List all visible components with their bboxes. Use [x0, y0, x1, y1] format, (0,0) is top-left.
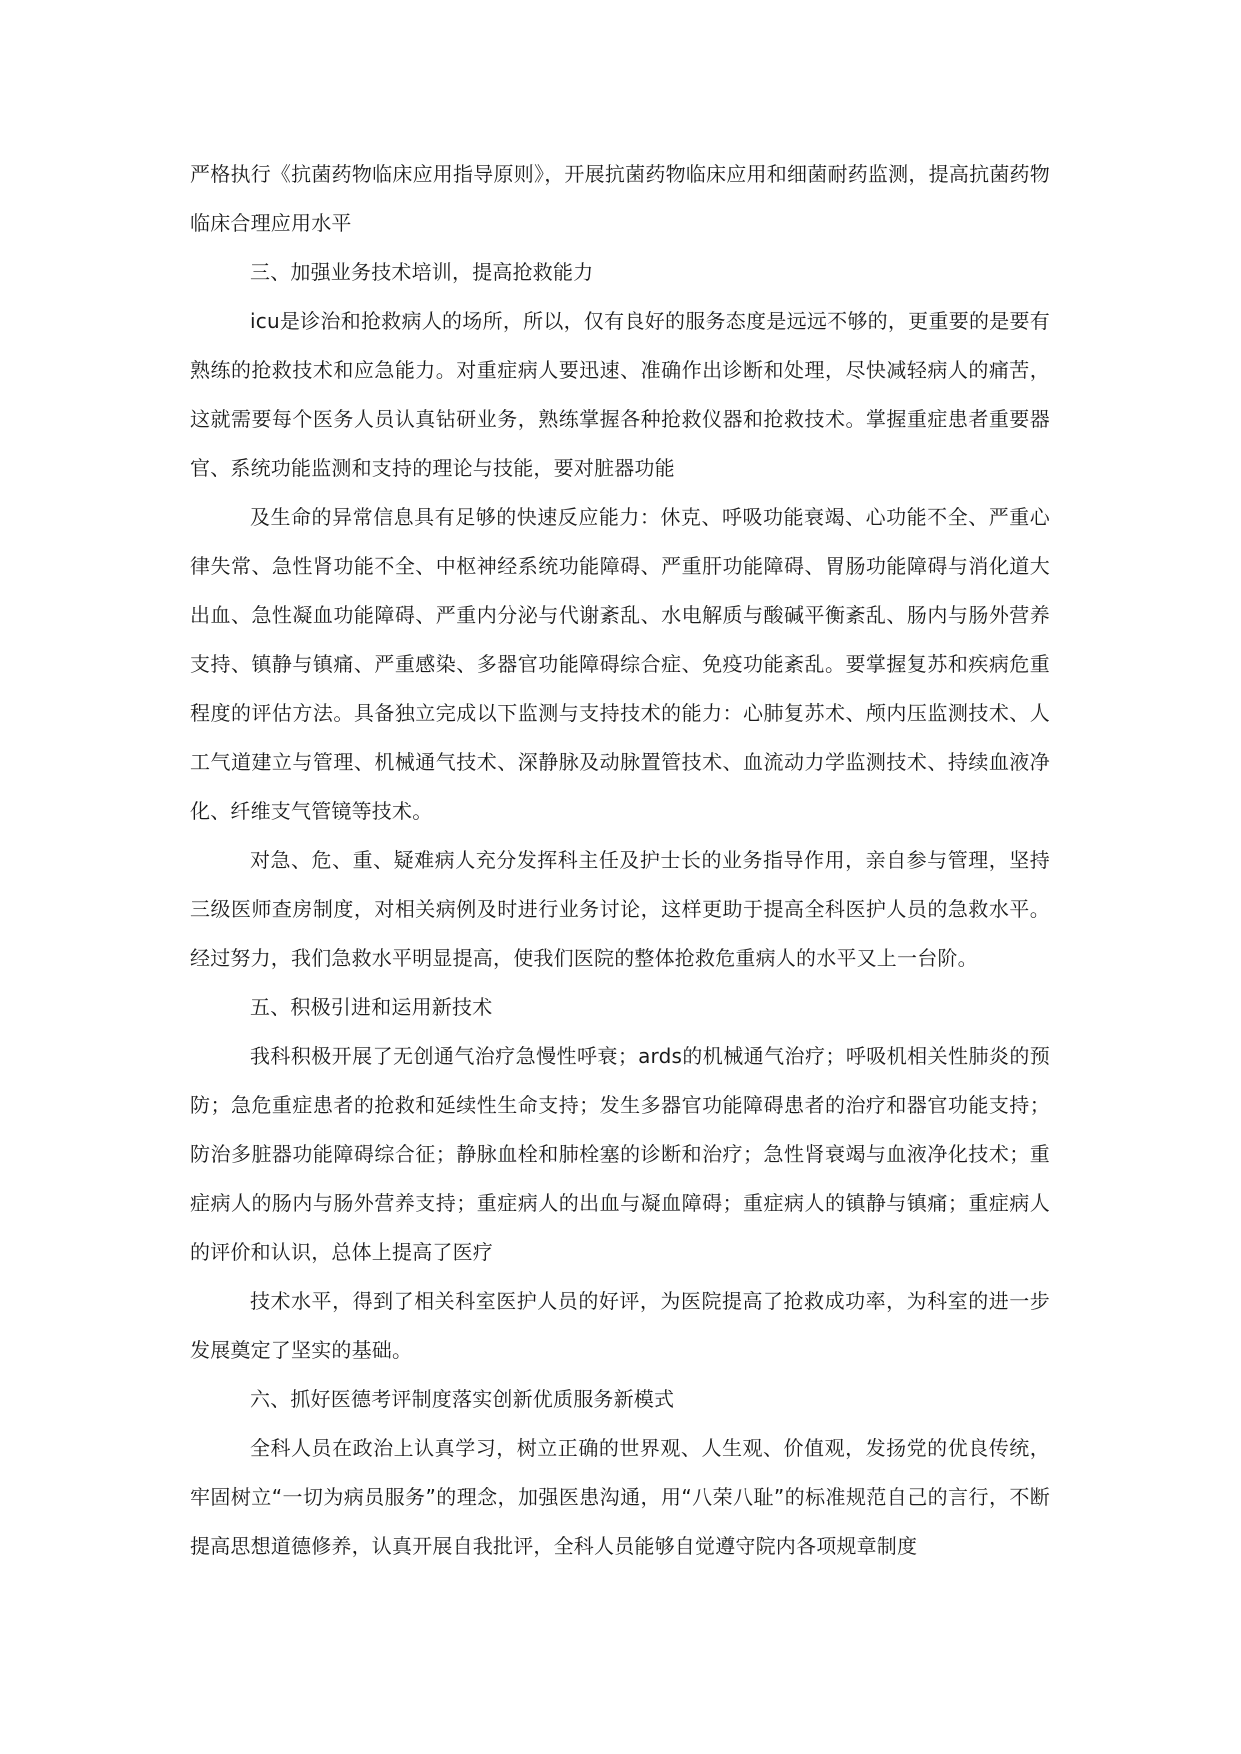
paragraph-new-techniques: 我科积极开展了无创通气治疗急慢性呼衰；ards的机械通气治疗；呼吸机相关性肺炎的预防；急危重症患者的抢救和延续性生命支持；发生多器官功能障碍患者的治疗和器官功能支持；防治多脏器功能障碍综合征；静脉血栓和肺栓塞的诊断和治疗；急性肾衰竭与血液净化技术；重症病人的肠内与肠外营养支持；重症病人的出血与凝血障碍；重症病人的镇静与镇痛；重症病人的评价和认识，总体上提高了医疗 — [190, 1044, 1050, 1264]
heading-section-six: 六、抓好医德考评制度落实创新优质服务新模式 — [250, 1387, 675, 1411]
heading-section-five: 五、积极引进和运用新技术 — [250, 995, 493, 1019]
paragraph-icu-rescue: icu是诊治和抢救病人的场所，所以，仅有良好的服务态度是远远不够的，更重要的是要有熟练的抢救技术和应急能力。对重症病人要迅速、准确作出诊断和处理，尽快减轻病人的痛苦，这就需要每个医务人员认真钻研业务，熟练掌握各种抢救仪器和抢救技术。掌握重症患者重要器官、系统功能监测和支持的理论与技能，要对脏器功能 — [190, 309, 1050, 480]
paragraph-political-study: 全科人员在政治上认真学习，树立正确的世界观、人生观、价值观，发扬党的优良传统，牢固树立“一切为病员服务”的理念，加强医患沟通，用“八荣八耻”的标准规范自己的言行，不断提高思想道德修养，认真开展自我批评，全科人员能够自觉遵守院内各项规章制度 — [190, 1436, 1050, 1558]
paragraph-director-guidance: 对急、危、重、疑难病人充分发挥科主任及护士长的业务指导作用，亲自参与管理，坚持三级医师查房制度，对相关病例及时进行业务讨论，这样更助于提高全科医护人员的急救水平。经过努力，我们急救水平明显提高，使我们医院的整体抢救危重病人的水平又上一台阶。 — [190, 848, 1050, 970]
heading-section-three: 三、加强业务技术培训，提高抢救能力 — [250, 260, 594, 284]
paragraph-technical-level: 技术水平，得到了相关科室医护人员的好评，为医院提高了抢救成功率，为科室的进一步发展奠定了坚实的基础。 — [190, 1289, 1050, 1362]
document-page — [190, 150, 1050, 1571]
paragraph-antibiotic-principles: 严格执行《抗菌药物临床应用指导原则》，开展抗菌药物临床应用和细菌耐药监测，提高抗菌药物临床合理应用水平 — [190, 162, 1050, 235]
paragraph-abnormal-response: 及生命的异常信息具有足够的快速反应能力：休克、呼吸功能衰竭、心功能不全、严重心律失常、急性肾功能不全、中枢神经系统功能障碍、严重肝功能障碍、胃肠功能障碍与消化道大出血、急性凝血功能障碍、严重内分泌与代谢紊乱、水电解质与酸碱平衡紊乱、肠内与肠外营养支持、镇静与镇痛、严重感染、多器官功能障碍综合症、免疫功能紊乱。要掌握复苏和疾病危重程度的评估方法。具备独立完成以下监测与支持技术的能力：心肺复苏术、颅内压监测技术、人工气道建立与管理、机械通气技术、深静脉及动脉置管技术、血流动力学监测技术、持续血液净化、纤维支气管镜等技术。 — [190, 505, 1050, 823]
